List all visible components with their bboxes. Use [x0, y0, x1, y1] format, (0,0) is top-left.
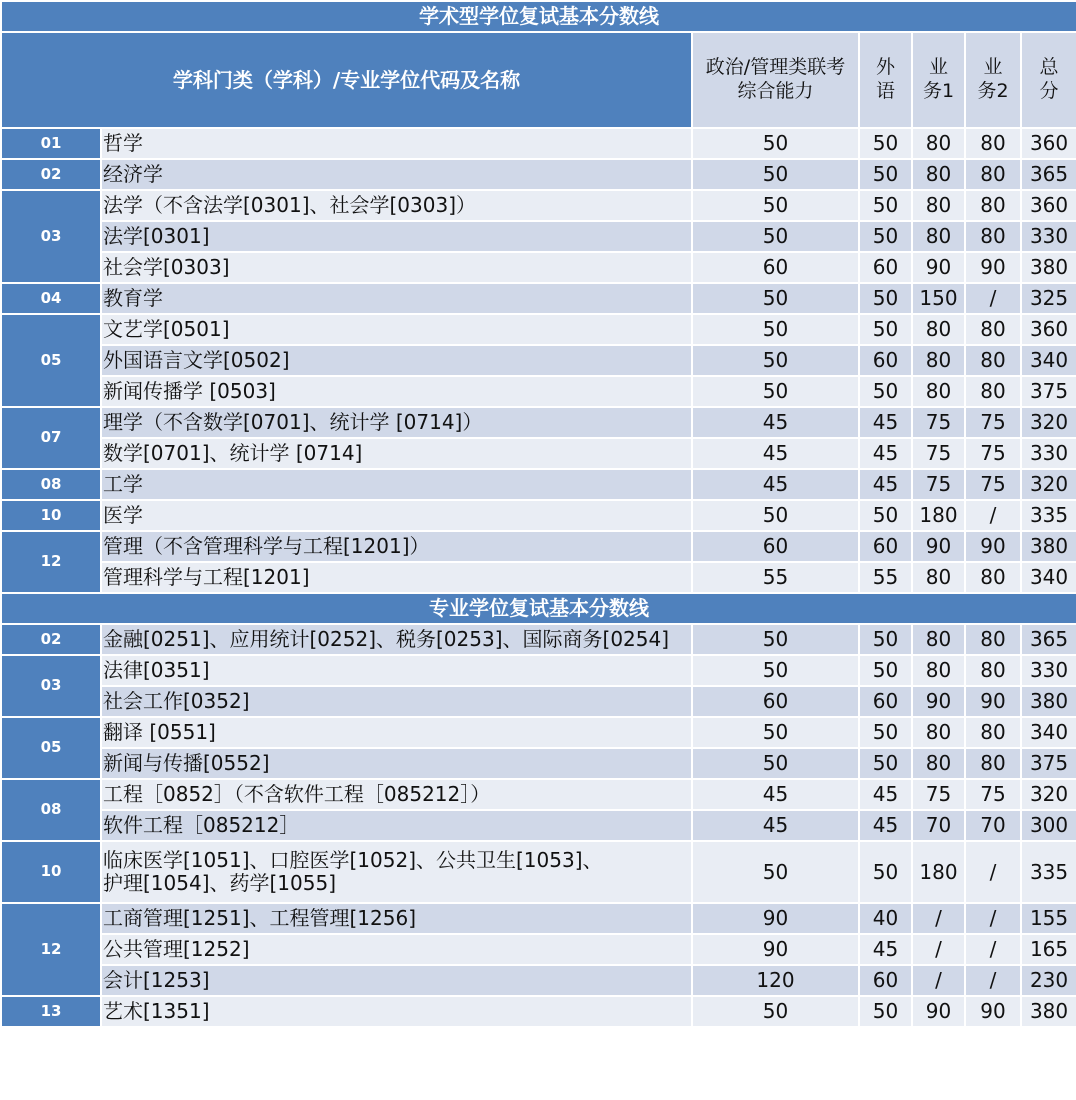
score-total: 340 [1021, 562, 1076, 593]
score-course2: 75 [965, 779, 1021, 810]
score-course1: / [912, 965, 965, 996]
score-course2: / [965, 283, 1021, 314]
subject-name: 新闻与传播[0552] [101, 748, 692, 779]
score-politics: 50 [692, 655, 859, 686]
score-course1: 80 [912, 562, 965, 593]
subject-name: 新闻传播学 [0503] [101, 376, 692, 407]
table-row [1, 190, 1076, 221]
subject-name: 翻译 [0551] [101, 717, 692, 748]
score-total: 330 [1021, 655, 1076, 686]
subject-name: 社会工作[0352] [101, 686, 692, 717]
table-row [1, 438, 1076, 469]
subject-name: 管理科学与工程[1201] [101, 562, 692, 593]
score-foreign: 45 [859, 779, 912, 810]
score-course1: 80 [912, 190, 965, 221]
score-total: 320 [1021, 779, 1076, 810]
subject-name: 公共管理[1252] [101, 934, 692, 965]
score-course2: 90 [965, 531, 1021, 562]
score-total: 165 [1021, 934, 1076, 965]
subject-name: 会计[1253] [101, 965, 692, 996]
category-code: 03 [1, 190, 101, 283]
score-foreign: 45 [859, 407, 912, 438]
score-politics: 50 [692, 841, 859, 903]
score-total: 380 [1021, 996, 1076, 1027]
score-total: 365 [1021, 159, 1076, 190]
score-course2: 80 [965, 655, 1021, 686]
score-total: 365 [1021, 624, 1076, 655]
header-course2: 业务2 [965, 32, 1021, 128]
score-politics: 90 [692, 934, 859, 965]
header-total: 总分 [1021, 32, 1076, 128]
table-row [1, 345, 1076, 376]
score-total: 335 [1021, 841, 1076, 903]
subject-name: 艺术[1351] [101, 996, 692, 1027]
score-politics: 50 [692, 996, 859, 1027]
score-course2: / [965, 965, 1021, 996]
category-code: 13 [1, 996, 101, 1027]
score-politics: 45 [692, 469, 859, 500]
table-row [1, 252, 1076, 283]
score-politics: 90 [692, 903, 859, 934]
score-total: 320 [1021, 469, 1076, 500]
subject-name: 法律[0351] [101, 655, 692, 686]
score-course2: 90 [965, 686, 1021, 717]
score-politics: 45 [692, 779, 859, 810]
score-course1: 75 [912, 469, 965, 500]
score-total: 230 [1021, 965, 1076, 996]
score-course2: / [965, 934, 1021, 965]
table-row [1, 934, 1076, 965]
score-course2: 80 [965, 345, 1021, 376]
subject-name: 工商管理[1251]、工程管理[1256] [101, 903, 692, 934]
score-foreign: 50 [859, 624, 912, 655]
table-row [1, 810, 1076, 841]
score-politics: 50 [692, 190, 859, 221]
subject-name: 哲学 [101, 128, 692, 159]
score-politics: 60 [692, 252, 859, 283]
score-total: 380 [1021, 686, 1076, 717]
category-code: 03 [1, 655, 101, 717]
subject-name: 管理（不含管理科学与工程[1201]） [101, 531, 692, 562]
score-course2: 75 [965, 407, 1021, 438]
category-code: 12 [1, 903, 101, 996]
category-code: 08 [1, 469, 101, 500]
score-politics: 45 [692, 407, 859, 438]
subject-name: 临床医学[1051]、口腔医学[1052]、公共卫生[1053]、 护理[1054]、药学[1055] [101, 841, 692, 903]
score-foreign: 45 [859, 438, 912, 469]
table-row [1, 531, 1076, 562]
score-course1: 80 [912, 717, 965, 748]
column-header-row [1, 32, 1076, 128]
score-course1: 80 [912, 314, 965, 345]
score-course2: 80 [965, 128, 1021, 159]
score-course1: 80 [912, 159, 965, 190]
score-total: 360 [1021, 314, 1076, 345]
section-title-row [1, 1, 1076, 32]
category-code: 10 [1, 500, 101, 531]
subject-name: 法学[0301] [101, 221, 692, 252]
table-row [1, 779, 1076, 810]
table-row [1, 159, 1076, 190]
score-course1: 180 [912, 841, 965, 903]
table-row [1, 748, 1076, 779]
category-code: 02 [1, 624, 101, 655]
section-title-row [1, 593, 1076, 624]
score-foreign: 60 [859, 965, 912, 996]
score-foreign: 60 [859, 345, 912, 376]
table-row [1, 469, 1076, 500]
score-total: 330 [1021, 221, 1076, 252]
header-course1: 业务1 [912, 32, 965, 128]
score-foreign: 45 [859, 469, 912, 500]
category-code: 04 [1, 283, 101, 314]
category-code: 01 [1, 128, 101, 159]
table-row [1, 283, 1076, 314]
score-foreign: 50 [859, 996, 912, 1027]
score-course1: 75 [912, 438, 965, 469]
score-course2: 80 [965, 221, 1021, 252]
score-course2: 80 [965, 748, 1021, 779]
score-total: 335 [1021, 500, 1076, 531]
section-title: 专业学位复试基本分数线 [1, 593, 1076, 624]
table-row [1, 903, 1076, 934]
subject-name: 教育学 [101, 283, 692, 314]
subject-name: 医学 [101, 500, 692, 531]
category-code: 05 [1, 717, 101, 779]
score-foreign: 50 [859, 190, 912, 221]
score-course1: 90 [912, 531, 965, 562]
score-course2: 80 [965, 624, 1021, 655]
score-foreign: 40 [859, 903, 912, 934]
table-row [1, 965, 1076, 996]
subject-name: 理学（不含数学[0701]、统计学 [0714]） [101, 407, 692, 438]
subject-name: 文艺学[0501] [101, 314, 692, 345]
subject-name: 经济学 [101, 159, 692, 190]
score-course2: 75 [965, 438, 1021, 469]
score-foreign: 50 [859, 500, 912, 531]
score-politics: 60 [692, 686, 859, 717]
score-politics: 50 [692, 748, 859, 779]
category-code: 08 [1, 779, 101, 841]
score-course2: 80 [965, 562, 1021, 593]
section-title: 学术型学位复试基本分数线 [1, 1, 1076, 32]
score-course2: / [965, 841, 1021, 903]
table-row [1, 128, 1076, 159]
score-total: 330 [1021, 438, 1076, 469]
score-foreign: 45 [859, 934, 912, 965]
table-body [1, 1, 1076, 1027]
score-course1: 80 [912, 624, 965, 655]
score-foreign: 50 [859, 717, 912, 748]
score-foreign: 50 [859, 159, 912, 190]
table-row [1, 314, 1076, 345]
score-course2: / [965, 500, 1021, 531]
score-total: 380 [1021, 252, 1076, 283]
score-course1: 80 [912, 345, 965, 376]
score-foreign: 50 [859, 748, 912, 779]
score-foreign: 50 [859, 128, 912, 159]
score-politics: 50 [692, 283, 859, 314]
score-course1: 80 [912, 376, 965, 407]
score-foreign: 60 [859, 686, 912, 717]
score-politics: 50 [692, 314, 859, 345]
score-politics: 50 [692, 717, 859, 748]
score-politics: 120 [692, 965, 859, 996]
score-total: 360 [1021, 128, 1076, 159]
score-course1: / [912, 934, 965, 965]
category-code: 12 [1, 531, 101, 593]
score-total: 375 [1021, 376, 1076, 407]
subject-name: 法学（不含法学[0301]、社会学[0303]） [101, 190, 692, 221]
score-total: 300 [1021, 810, 1076, 841]
table-row [1, 624, 1076, 655]
header-foreign: 外语 [859, 32, 912, 128]
score-course1: 75 [912, 779, 965, 810]
score-course2: 80 [965, 717, 1021, 748]
score-foreign: 55 [859, 562, 912, 593]
score-course1: 90 [912, 686, 965, 717]
category-code: 10 [1, 841, 101, 903]
subject-name: 工学 [101, 469, 692, 500]
score-foreign: 50 [859, 655, 912, 686]
score-course1: 90 [912, 996, 965, 1027]
score-politics: 45 [692, 438, 859, 469]
subject-name: 社会学[0303] [101, 252, 692, 283]
score-foreign: 60 [859, 531, 912, 562]
score-course2: / [965, 903, 1021, 934]
table-row [1, 562, 1076, 593]
score-total: 325 [1021, 283, 1076, 314]
score-foreign: 50 [859, 221, 912, 252]
score-course2: 70 [965, 810, 1021, 841]
score-foreign: 50 [859, 283, 912, 314]
score-politics: 50 [692, 128, 859, 159]
score-course1: 180 [912, 500, 965, 531]
score-course2: 90 [965, 252, 1021, 283]
score-politics: 45 [692, 810, 859, 841]
score-foreign: 50 [859, 314, 912, 345]
subject-name: 金融[0251]、应用统计[0252]、税务[0253]、国际商务[0254] [101, 624, 692, 655]
score-course1: 70 [912, 810, 965, 841]
header-subject: 学科门类（学科）/专业学位代码及名称 [1, 32, 692, 128]
category-code: 02 [1, 159, 101, 190]
score-foreign: 50 [859, 841, 912, 903]
score-course1: 80 [912, 748, 965, 779]
score-course2: 80 [965, 159, 1021, 190]
score-politics: 50 [692, 159, 859, 190]
category-code: 07 [1, 407, 101, 469]
category-code: 05 [1, 314, 101, 407]
subject-name: 外国语言文学[0502] [101, 345, 692, 376]
score-politics: 50 [692, 376, 859, 407]
subject-name: 软件工程［085212］ [101, 810, 692, 841]
score-total: 380 [1021, 531, 1076, 562]
score-total: 155 [1021, 903, 1076, 934]
table-row [1, 841, 1076, 903]
score-course2: 80 [965, 314, 1021, 345]
subject-name: 工程［0852］（不含软件工程［085212］） [101, 779, 692, 810]
table-row [1, 717, 1076, 748]
score-course1: 150 [912, 283, 965, 314]
score-politics: 55 [692, 562, 859, 593]
score-course1: 75 [912, 407, 965, 438]
header-politics: 政治/管理类联考综合能力 [692, 32, 859, 128]
score-politics: 50 [692, 500, 859, 531]
score-course1: 80 [912, 221, 965, 252]
score-course1: / [912, 903, 965, 934]
table-row [1, 407, 1076, 438]
score-course2: 90 [965, 996, 1021, 1027]
table-row [1, 996, 1076, 1027]
score-total: 340 [1021, 717, 1076, 748]
score-politics: 50 [692, 345, 859, 376]
score-politics: 50 [692, 221, 859, 252]
score-total: 375 [1021, 748, 1076, 779]
table-row [1, 376, 1076, 407]
table-row [1, 500, 1076, 531]
score-course2: 75 [965, 469, 1021, 500]
table-row [1, 221, 1076, 252]
score-politics: 50 [692, 624, 859, 655]
score-course2: 80 [965, 376, 1021, 407]
table-row [1, 655, 1076, 686]
score-foreign: 50 [859, 376, 912, 407]
score-total: 360 [1021, 190, 1076, 221]
score-foreign: 60 [859, 252, 912, 283]
score-course2: 80 [965, 190, 1021, 221]
score-course1: 80 [912, 655, 965, 686]
score-total: 340 [1021, 345, 1076, 376]
score-foreign: 45 [859, 810, 912, 841]
score-total: 320 [1021, 407, 1076, 438]
score-politics: 60 [692, 531, 859, 562]
table-row [1, 686, 1076, 717]
score-course1: 80 [912, 128, 965, 159]
score-course1: 90 [912, 252, 965, 283]
subject-name: 数学[0701]、统计学 [0714] [101, 438, 692, 469]
